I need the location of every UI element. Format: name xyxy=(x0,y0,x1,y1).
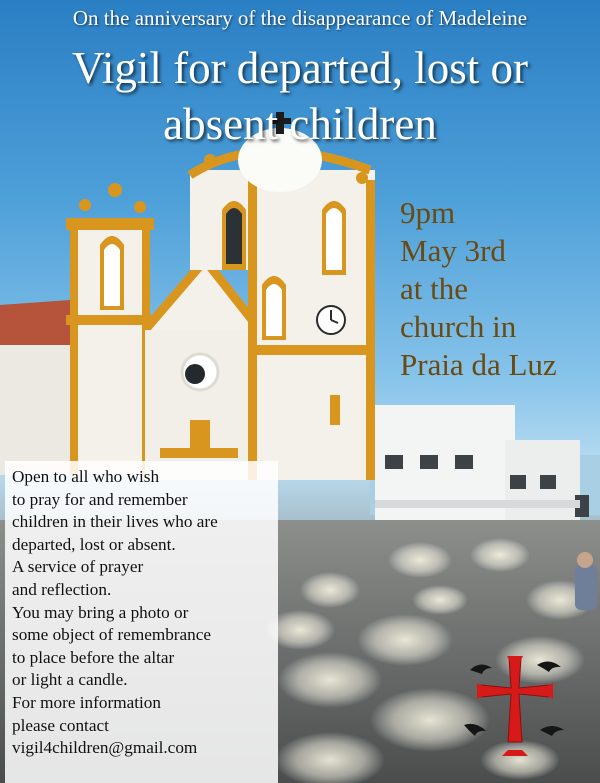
event-time: 9pm xyxy=(400,195,456,230)
info-line: Open to all who wish xyxy=(12,467,160,486)
info-line: to pray for and remember xyxy=(12,489,188,509)
poster-title xyxy=(0,40,600,152)
info-line: You may bring a photo or xyxy=(12,602,189,622)
event-place-line-2: church in xyxy=(400,309,517,344)
event-details xyxy=(400,194,557,384)
title-line-2: absent children xyxy=(163,99,437,149)
red-cross-with-doves-icon xyxy=(452,650,578,760)
event-place-line-1: at the xyxy=(400,271,468,306)
info-line: A service of prayer xyxy=(12,557,144,577)
info-line: departed, lost or absent. xyxy=(12,534,176,554)
info-line: For more information xyxy=(12,692,161,712)
info-line: to place before the altar xyxy=(12,647,175,667)
title-line-1: Vigil for departed, lost or xyxy=(72,43,528,93)
contact-email[interactable]: vigil4children@gmail.com xyxy=(12,738,198,758)
info-line: or light a candle. xyxy=(12,670,128,690)
event-place-line-3: Praia da Luz xyxy=(400,347,557,382)
info-text xyxy=(12,466,280,760)
info-line: and reflection. xyxy=(12,579,112,599)
info-line: please contact xyxy=(12,715,109,735)
info-line: children in their lives who are xyxy=(12,512,218,532)
church-building xyxy=(66,112,375,480)
poster-subtitle: On the anniversary of the disappearance of Madeleine xyxy=(72,6,528,30)
info-line: some object of remembrance xyxy=(12,625,211,645)
church-clock-icon xyxy=(317,306,345,334)
event-date: May 3rd xyxy=(400,233,506,268)
